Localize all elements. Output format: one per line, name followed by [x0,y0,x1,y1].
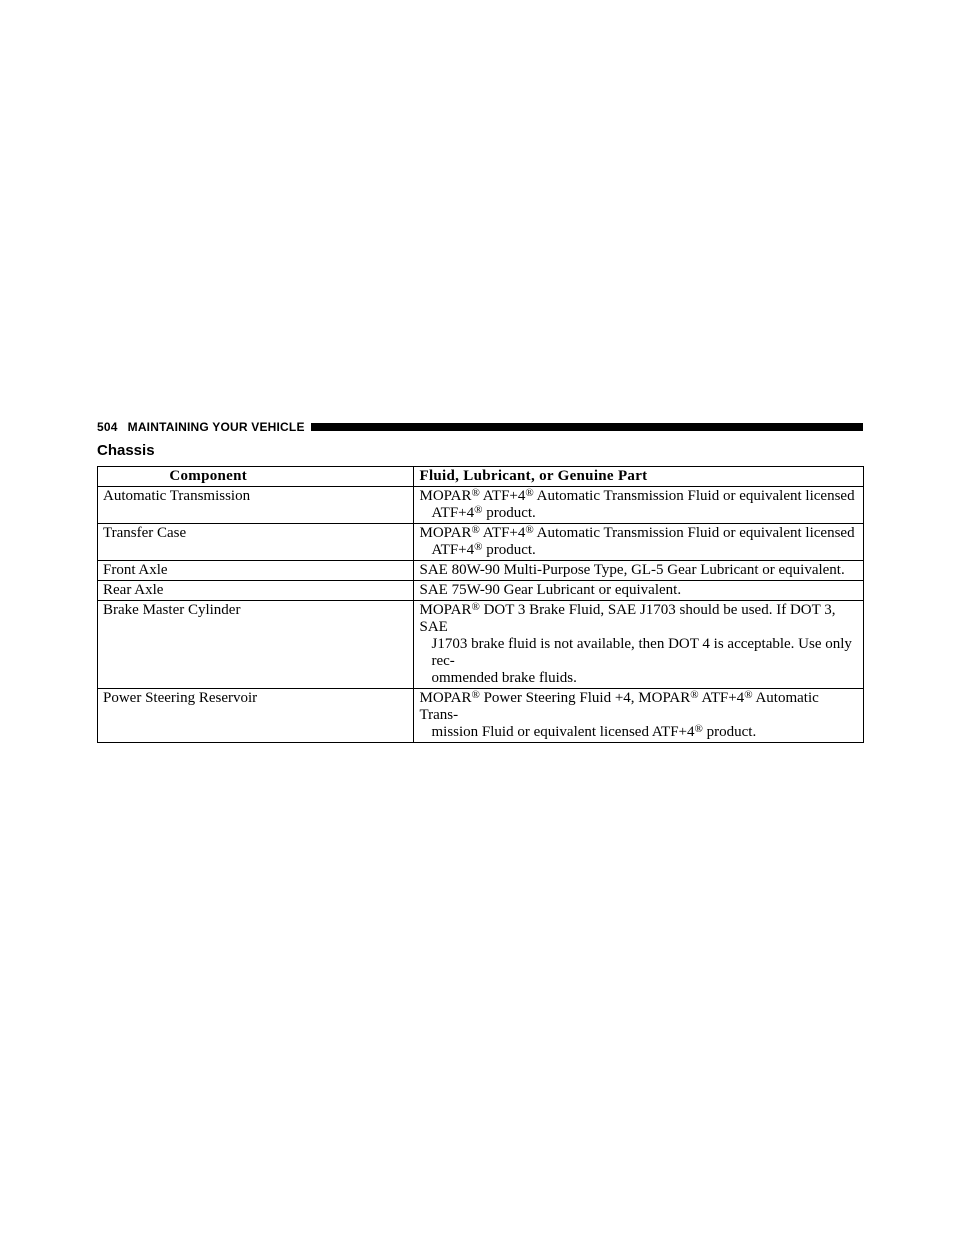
cell-fluid [414,561,864,581]
column-header-fluid: Fluid, Lubricant, or Genuine Part [414,467,864,487]
cell-fluid [414,524,864,561]
fluid-text-line: ATF+4® product. [431,504,536,521]
table-row [98,581,864,601]
fluid-text-line: MOPAR® DOT 3 Brake Fluid, SAE J1703 should be used. If DOT 3, SAE [419,601,836,635]
registered-mark: ® [471,601,480,613]
page-header [97,419,863,435]
registered-mark: ® [471,689,480,701]
fluid-text-line: J1703 brake fluid is not available, then DOT 4 is acceptable. Use only rec- [431,636,852,669]
section-title: Chassis [97,442,155,459]
fluid-text-line: ATF+4® product. [431,541,536,558]
fluid-text-line: mission Fluid or equivalent licensed ATF+4® product. [431,723,757,740]
registered-mark: ® [694,723,703,735]
table-row [98,561,864,581]
cell-component: Transfer Case [98,524,414,561]
fluid-text-line: MOPAR® ATF+4® Automatic Transmission Fluid or equivalent licensed [419,524,855,541]
table-row [98,524,864,561]
table-row [98,487,864,524]
fluid-text-line: MOPAR® ATF+4® Automatic Transmission Fluid or equivalent licensed [419,487,855,504]
registered-mark: ® [744,689,753,701]
table-body [98,487,864,743]
fluid-text-line: SAE 80W-90 Multi-Purpose Type, GL-5 Gear Lubricant or equivalent. [419,562,845,578]
table-row [98,689,864,743]
cell-component: Rear Axle [98,581,414,601]
cell-fluid [414,581,864,601]
cell-fluid [414,689,864,743]
column-header-component: Component [98,467,414,487]
registered-mark: ® [471,487,480,499]
registered-mark: ® [525,524,534,536]
table-header-row [98,467,864,487]
cell-component: Front Axle [98,561,414,581]
running-section-title: MAINTAINING YOUR VEHICLE [127,420,305,434]
fluid-text-line: SAE 75W-90 Gear Lubricant or equivalent. [419,582,682,598]
chassis-fluids-table [97,466,864,743]
registered-mark: ® [525,487,534,499]
header-rule [311,423,863,431]
registered-mark: ® [471,524,480,536]
cell-component: Automatic Transmission [98,487,414,524]
registered-mark: ® [474,504,483,516]
cell-fluid [414,601,864,689]
fluid-text-line: ommended brake fluids. [431,670,577,686]
registered-mark: ® [474,541,483,553]
cell-component: Brake Master Cylinder [98,601,414,689]
cell-fluid [414,487,864,524]
registered-mark: ® [690,689,699,701]
table-row [98,601,864,689]
fluid-text-line: MOPAR® Power Steering Fluid +4, MOPAR® ATF+4® Automatic Trans- [419,689,819,723]
cell-component: Power Steering Reservoir [98,689,414,743]
page-number: 504 [97,420,118,434]
